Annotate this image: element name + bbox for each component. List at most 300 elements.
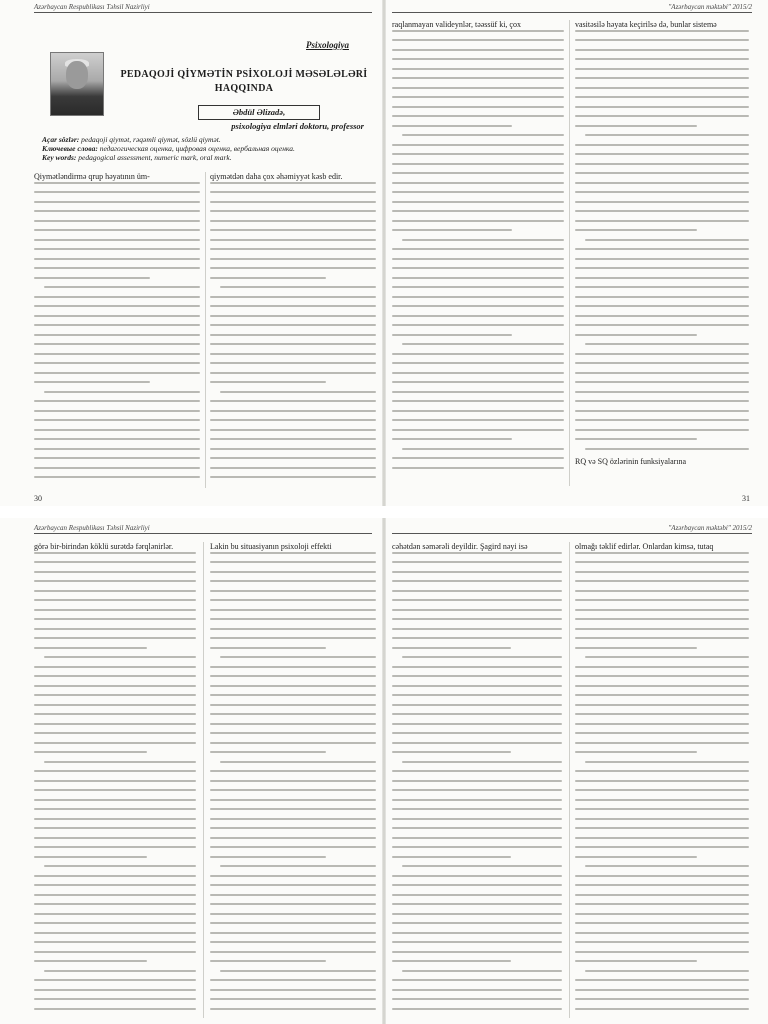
body-text-line xyxy=(392,751,511,753)
body-text-line xyxy=(210,229,376,231)
body-text-line xyxy=(575,87,749,89)
body-text-line xyxy=(575,932,749,934)
body-text-line xyxy=(210,932,376,934)
body-text-line xyxy=(210,296,376,298)
body-text-line xyxy=(575,922,749,924)
body-text-line xyxy=(575,305,749,307)
body-text-line xyxy=(392,599,562,601)
body-text-line xyxy=(585,134,749,136)
body-text-line xyxy=(392,837,562,839)
body-text-line xyxy=(392,277,564,279)
body-text-line xyxy=(575,182,749,184)
body-text-line xyxy=(210,334,376,336)
body-text-line xyxy=(575,296,749,298)
body-text-line xyxy=(575,960,697,962)
body-text-line xyxy=(392,780,562,782)
body-text-line xyxy=(575,732,749,734)
body-text-line xyxy=(210,694,376,696)
body-text-line xyxy=(34,343,200,345)
body-text-line xyxy=(575,704,749,706)
body-text-line xyxy=(575,372,749,374)
body-text-lines xyxy=(34,182,200,479)
body-text-line xyxy=(34,951,196,953)
body-text-line xyxy=(575,846,749,848)
body-text-line xyxy=(210,599,376,601)
body-text-line xyxy=(220,286,376,288)
body-text-line xyxy=(392,220,564,222)
body-text-line xyxy=(575,884,749,886)
body-text-line xyxy=(34,599,196,601)
body-text-line xyxy=(392,286,564,288)
body-text-line xyxy=(392,628,562,630)
body-text-line xyxy=(34,666,196,668)
body-text-line xyxy=(392,229,512,231)
body-text-line xyxy=(210,410,376,412)
body-text-line xyxy=(392,182,564,184)
body-text-line xyxy=(210,884,376,886)
body-text-line xyxy=(210,210,376,212)
body-text-line xyxy=(34,799,196,801)
body-text-lines xyxy=(392,552,562,1010)
body-text-line xyxy=(34,647,147,649)
body-text-line xyxy=(392,827,562,829)
body-text-line xyxy=(210,561,376,563)
body-text-line xyxy=(575,58,749,60)
spread-gutter xyxy=(382,518,386,1024)
body-text-line xyxy=(34,191,200,193)
body-text-line xyxy=(392,305,564,307)
body-text-line xyxy=(392,400,564,402)
body-text-line xyxy=(210,903,376,905)
body-text-line xyxy=(34,372,200,374)
body-text-line xyxy=(210,951,376,953)
body-text-line xyxy=(575,979,749,981)
body-text-line xyxy=(34,277,150,279)
body-text-line xyxy=(34,248,200,250)
body-text-line xyxy=(210,618,376,620)
body-text-line xyxy=(575,751,697,753)
body-text-line xyxy=(392,846,562,848)
body-text-line xyxy=(210,362,376,364)
running-head: "Azərbaycan məktəbi" 2015/2 xyxy=(668,3,752,11)
keywords-en: Key words: pedagogical assessment, numeric mark, oral mark. xyxy=(42,153,232,162)
body-text-line xyxy=(575,125,697,127)
body-text-line xyxy=(34,580,196,582)
body-text-line xyxy=(210,713,376,715)
column-last-line: RQ və SQ özlərinin funksiyalarına xyxy=(575,457,687,466)
body-text-line xyxy=(392,191,564,193)
page-30 xyxy=(6,0,380,506)
body-text-line xyxy=(34,267,200,269)
body-text-line xyxy=(575,391,749,393)
body-text-line xyxy=(34,229,200,231)
body-text-line xyxy=(34,751,147,753)
body-text-line xyxy=(575,115,749,117)
body-text-line xyxy=(402,970,562,972)
column-rule xyxy=(569,542,570,1018)
body-text-line xyxy=(210,258,376,260)
body-text-line xyxy=(210,457,376,459)
body-text-line xyxy=(210,324,376,326)
body-text-line xyxy=(575,68,749,70)
body-text-line xyxy=(210,552,376,554)
body-text-line xyxy=(585,656,749,658)
body-text-line xyxy=(575,571,749,573)
body-text-line xyxy=(210,419,376,421)
body-text-line xyxy=(575,277,749,279)
body-text-line xyxy=(220,761,376,763)
body-text-line xyxy=(575,419,749,421)
body-text-line xyxy=(575,941,749,943)
body-text-line xyxy=(210,343,376,345)
body-text-line xyxy=(575,713,749,715)
body-text-line xyxy=(210,827,376,829)
author-photo xyxy=(50,52,104,116)
body-text-line xyxy=(392,723,562,725)
body-column-1 xyxy=(392,20,564,486)
body-text-line xyxy=(220,391,376,393)
body-text-line xyxy=(575,49,749,51)
body-text-line xyxy=(575,429,749,431)
body-text-line xyxy=(44,970,196,972)
body-text-line xyxy=(34,723,196,725)
body-text-line xyxy=(585,343,749,345)
body-text-line xyxy=(392,39,564,41)
body-text-line xyxy=(575,315,749,317)
body-text-line xyxy=(392,590,562,592)
body-text-line xyxy=(575,894,749,896)
body-text-line xyxy=(210,998,376,1000)
body-text-line xyxy=(392,998,562,1000)
body-text-line xyxy=(392,172,564,174)
body-text-line xyxy=(392,163,564,165)
body-text-line xyxy=(392,960,511,962)
body-text-line xyxy=(575,191,749,193)
body-text-line xyxy=(210,647,326,649)
body-text-line xyxy=(34,353,200,355)
body-text-line xyxy=(575,628,749,630)
body-text-line xyxy=(220,865,376,867)
body-text-line xyxy=(575,163,749,165)
body-text-line xyxy=(575,201,749,203)
body-text-line xyxy=(34,448,200,450)
body-text-lines xyxy=(575,30,749,450)
body-text-line xyxy=(392,694,562,696)
body-text-line xyxy=(34,675,196,677)
body-text-line xyxy=(34,410,200,412)
body-text-line xyxy=(575,903,749,905)
body-text-line xyxy=(392,770,562,772)
journal-spread-bottom xyxy=(0,518,768,1024)
body-text-line xyxy=(34,732,196,734)
body-text-line xyxy=(392,580,562,582)
body-text-line xyxy=(392,68,564,70)
body-text-line xyxy=(210,609,376,611)
body-text-line xyxy=(575,144,749,146)
body-text-line xyxy=(220,656,376,658)
body-text-line xyxy=(210,675,376,677)
body-text-line xyxy=(34,856,147,858)
body-text-line xyxy=(34,258,200,260)
body-text-line xyxy=(34,875,196,877)
body-column-2 xyxy=(575,20,749,486)
body-text-line xyxy=(34,239,200,241)
body-text-line xyxy=(392,49,564,51)
body-text-line xyxy=(34,561,196,563)
body-text-line xyxy=(392,932,562,934)
body-text-line xyxy=(392,561,562,563)
body-text-line xyxy=(34,989,196,991)
body-text-line xyxy=(34,846,196,848)
body-text-line xyxy=(392,647,511,649)
body-text-line xyxy=(575,229,697,231)
body-text-line xyxy=(392,96,564,98)
body-text-lines xyxy=(210,182,376,479)
body-text-line xyxy=(210,723,376,725)
body-text-line xyxy=(392,571,562,573)
body-text-lines xyxy=(34,552,196,1010)
body-column-2 xyxy=(210,172,376,488)
body-text-line xyxy=(210,922,376,924)
page-32 xyxy=(6,518,380,1024)
body-text-line xyxy=(575,675,749,677)
body-text-line xyxy=(575,989,749,991)
body-text-line xyxy=(392,713,562,715)
body-text-line xyxy=(210,856,326,858)
page-number: 30 xyxy=(34,494,42,503)
body-text-line xyxy=(210,894,376,896)
body-text-line xyxy=(392,941,562,943)
body-text-line xyxy=(34,789,196,791)
body-text-line xyxy=(392,372,564,374)
body-text-line xyxy=(210,837,376,839)
body-text-line xyxy=(392,618,562,620)
body-text-line xyxy=(585,970,749,972)
body-text-line xyxy=(34,780,196,782)
body-text-line xyxy=(575,827,749,829)
author-name: Əbdül Əlizadə, xyxy=(198,105,320,120)
body-text-line xyxy=(392,153,564,155)
body-text-line xyxy=(575,590,749,592)
body-text-line xyxy=(392,808,562,810)
body-text-line xyxy=(575,324,749,326)
body-text-line xyxy=(34,827,196,829)
body-text-line xyxy=(210,571,376,573)
body-text-line xyxy=(44,391,200,393)
body-text-line xyxy=(34,894,196,896)
body-text-line xyxy=(575,723,749,725)
body-text-line xyxy=(585,239,749,241)
body-text-lines xyxy=(392,30,564,469)
body-text-line xyxy=(220,970,376,972)
body-text-line xyxy=(402,761,562,763)
body-text-line xyxy=(210,429,376,431)
body-text-line xyxy=(575,267,749,269)
body-text-line xyxy=(34,618,196,620)
body-text-line xyxy=(210,742,376,744)
body-text-line xyxy=(210,315,376,317)
body-text-line xyxy=(34,694,196,696)
body-text-line xyxy=(392,675,562,677)
body-text-line xyxy=(210,381,326,383)
body-text-line xyxy=(210,989,376,991)
body-text-line xyxy=(34,305,200,307)
body-text-line xyxy=(575,818,749,820)
header-rule xyxy=(34,533,372,534)
body-text-line xyxy=(34,609,196,611)
body-text-line xyxy=(392,922,562,924)
body-text-line xyxy=(392,125,512,127)
body-text-line xyxy=(392,637,562,639)
author-photo-face xyxy=(66,61,88,89)
body-text-line xyxy=(34,334,200,336)
body-text-line xyxy=(34,552,196,554)
body-text-line xyxy=(210,1008,376,1010)
body-text-line xyxy=(392,875,562,877)
body-text-line xyxy=(575,248,749,250)
body-text-line xyxy=(575,618,749,620)
keywords-ru: Ключевые слова: педагогическая оценка, цифровая оценка, вербальная оценка. xyxy=(42,144,295,153)
body-text-line xyxy=(392,248,564,250)
body-text-line xyxy=(210,580,376,582)
body-text-line xyxy=(210,305,376,307)
body-text-line xyxy=(210,400,376,402)
body-text-line xyxy=(210,818,376,820)
body-text-line xyxy=(575,334,697,336)
body-text-line xyxy=(210,666,376,668)
body-text-line xyxy=(575,666,749,668)
body-text-line xyxy=(575,856,697,858)
body-text-line xyxy=(402,656,562,658)
body-text-line xyxy=(34,324,200,326)
body-text-line xyxy=(575,599,749,601)
body-column-2 xyxy=(575,542,749,1018)
column-first-line: Lakin bu situasiyanın psixoloji effekti xyxy=(210,542,332,551)
body-text-line xyxy=(575,77,749,79)
body-text-line xyxy=(34,998,196,1000)
body-text-line xyxy=(575,685,749,687)
section-label: Psixologiya xyxy=(306,40,349,50)
body-text-line xyxy=(402,343,564,345)
column-rule xyxy=(205,172,206,488)
body-text-line xyxy=(392,884,562,886)
body-text-line xyxy=(575,258,749,260)
body-text-line xyxy=(575,438,697,440)
body-text-line xyxy=(575,552,749,554)
body-text-line xyxy=(34,381,150,383)
body-text-line xyxy=(34,1008,196,1010)
body-text-line xyxy=(210,182,376,184)
body-text-line xyxy=(575,647,697,649)
body-text-line xyxy=(402,134,564,136)
body-text-line xyxy=(34,400,200,402)
body-text-line xyxy=(575,580,749,582)
body-text-line xyxy=(34,913,196,915)
body-text-line xyxy=(210,799,376,801)
body-text-line xyxy=(392,410,564,412)
body-text-line xyxy=(44,286,200,288)
body-text-line xyxy=(392,106,564,108)
header-rule xyxy=(34,12,372,13)
body-text-line xyxy=(402,865,562,867)
body-text-line xyxy=(392,391,564,393)
body-text-line xyxy=(392,115,564,117)
body-text-line xyxy=(392,324,564,326)
journal-spread-top xyxy=(0,0,768,506)
body-text-line xyxy=(392,77,564,79)
body-text-line xyxy=(392,989,562,991)
body-text-line xyxy=(210,277,326,279)
body-text-line xyxy=(210,590,376,592)
body-text-line xyxy=(392,666,562,668)
body-text-line xyxy=(575,106,749,108)
running-head: Azərbaycan Respublikası Təhsil Nazirliyi xyxy=(34,3,150,11)
article-title: PEDAQOJİ QİYMƏTİN PSİXOLOJİ MƏSƏLƏLƏRİ HAQQINDA xyxy=(120,69,368,94)
body-text-line xyxy=(34,210,200,212)
body-text-line xyxy=(392,856,511,858)
header-rule xyxy=(392,12,752,13)
column-first-line: cəhətdən səmərəli deyildir. Şagird nəyi isə xyxy=(392,542,528,551)
body-text-line xyxy=(210,789,376,791)
keywords-az: Açar sözlər: pedaqoji qiymət, rəqəmli qiymət, sözlü qiymət. xyxy=(42,135,221,144)
body-text-line xyxy=(34,467,200,469)
page-31 xyxy=(388,0,762,506)
body-text-line xyxy=(392,1008,562,1010)
body-text-line xyxy=(392,210,564,212)
body-text-line xyxy=(44,865,196,867)
body-text-line xyxy=(575,381,749,383)
body-text-line xyxy=(34,201,200,203)
body-text-line xyxy=(210,913,376,915)
body-text-line xyxy=(575,951,749,953)
body-text-line xyxy=(392,552,562,554)
body-text-line xyxy=(34,960,147,962)
body-text-line xyxy=(34,296,200,298)
body-text-line xyxy=(575,561,749,563)
body-text-line xyxy=(392,30,564,32)
body-column-1 xyxy=(34,172,200,488)
body-text-line xyxy=(392,979,562,981)
body-text-lines xyxy=(210,552,376,1010)
body-text-line xyxy=(392,457,564,459)
body-text-line xyxy=(34,315,200,317)
body-text-line xyxy=(575,353,749,355)
column-first-line: qiymətdən daha çox əhəmiyyət kəsb edir. xyxy=(210,172,343,181)
body-text-line xyxy=(34,628,196,630)
body-text-line xyxy=(392,609,562,611)
author-role: psixologiya elmləri doktoru, professor xyxy=(231,121,364,131)
body-text-line xyxy=(585,865,749,867)
body-text-line xyxy=(392,362,564,364)
body-text-line xyxy=(210,846,376,848)
body-text-line xyxy=(575,694,749,696)
spread-gutter xyxy=(382,0,386,506)
body-text-line xyxy=(575,362,749,364)
column-first-line: raqlanmayan valideynlər, təəssüf ki, çox xyxy=(392,20,521,29)
body-text-line xyxy=(575,96,749,98)
body-text-line xyxy=(34,476,200,478)
body-text-line xyxy=(210,628,376,630)
body-text-line xyxy=(392,732,562,734)
body-text-line xyxy=(34,742,196,744)
body-text-line xyxy=(392,201,564,203)
body-text-line xyxy=(210,220,376,222)
body-text-line xyxy=(210,476,376,478)
body-text-line xyxy=(210,770,376,772)
body-text-line xyxy=(575,780,749,782)
body-text-line xyxy=(575,637,749,639)
body-text-line xyxy=(34,637,196,639)
